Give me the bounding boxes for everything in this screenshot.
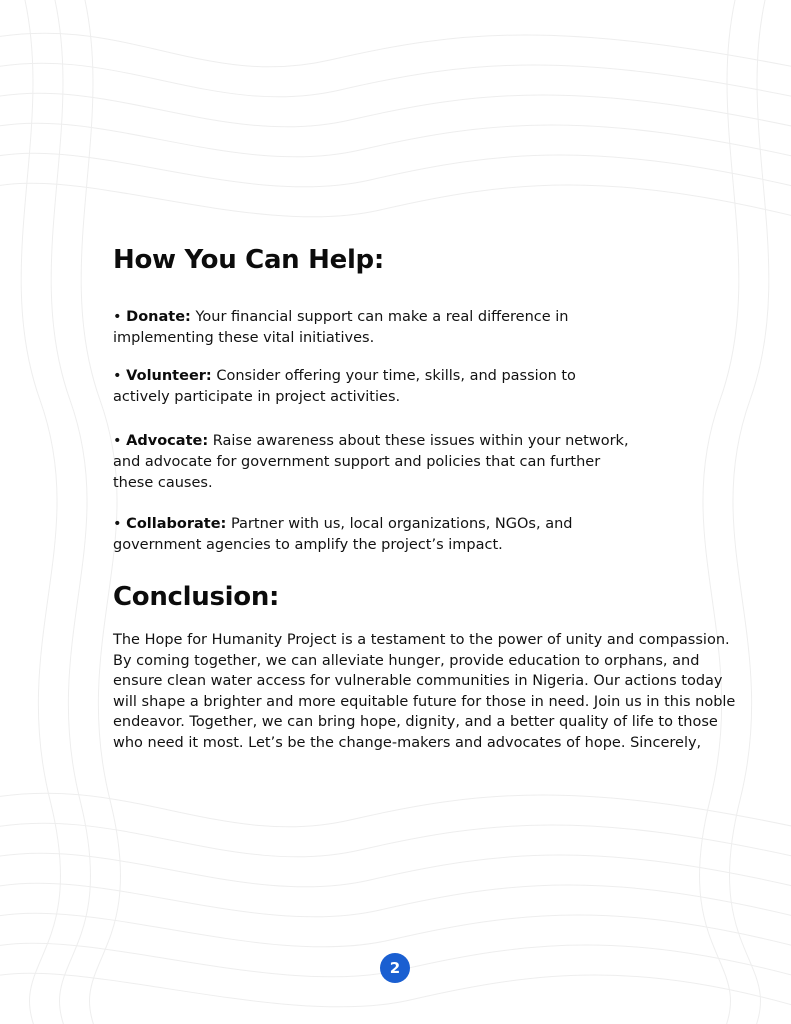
- conclusion-heading: Conclusion:: [113, 582, 280, 612]
- conclusion-body: The Hope for Humanity Project is a testament to the power of unity and compassion. By coming together, we can alleviate hunger, provide education to orphans, and ensure clean water access for vulnerable communities in Nigeria. Our actions today will shape a brighter and more equitable future for those in need. Join us in this noble endeavor. Together, we can bring hope, dignity, and a better quality of life to those who need it most. Let’s be the change-makers and advocates of hope. Sincerely,: [113, 632, 736, 751]
- volunteer-label: Volunteer:: [126, 368, 212, 384]
- advocate-item: [113, 431, 633, 494]
- collaborate-text: Partner with us, local organizations, NGOs, and government agencies to amplify the project’s impact.: [113, 516, 573, 553]
- volunteer-text: Consider offering your time, skills, and passion to actively participate in project activities.: [113, 368, 576, 405]
- bullet-marker: •: [113, 516, 122, 532]
- advocate-label: Advocate:: [126, 433, 209, 449]
- advocate-text: Raise awareness about these issues within your network, and advocate for government support and policies that can further these causes.: [113, 433, 629, 491]
- volunteer-item: [113, 366, 633, 408]
- donate-text: Your financial support can make a real difference in implementing these vital initiatives.: [113, 309, 569, 346]
- donate-item: [113, 307, 583, 349]
- help-heading: How You Can Help:: [113, 245, 384, 275]
- donate-label: Donate:: [126, 309, 191, 325]
- collaborate-item: [113, 514, 603, 556]
- page-number-badge: 2: [380, 953, 410, 983]
- bullet-marker: •: [113, 433, 122, 449]
- bullet-marker: •: [113, 368, 122, 384]
- bullet-marker: •: [113, 309, 122, 325]
- collaborate-label: Collaborate:: [126, 516, 227, 532]
